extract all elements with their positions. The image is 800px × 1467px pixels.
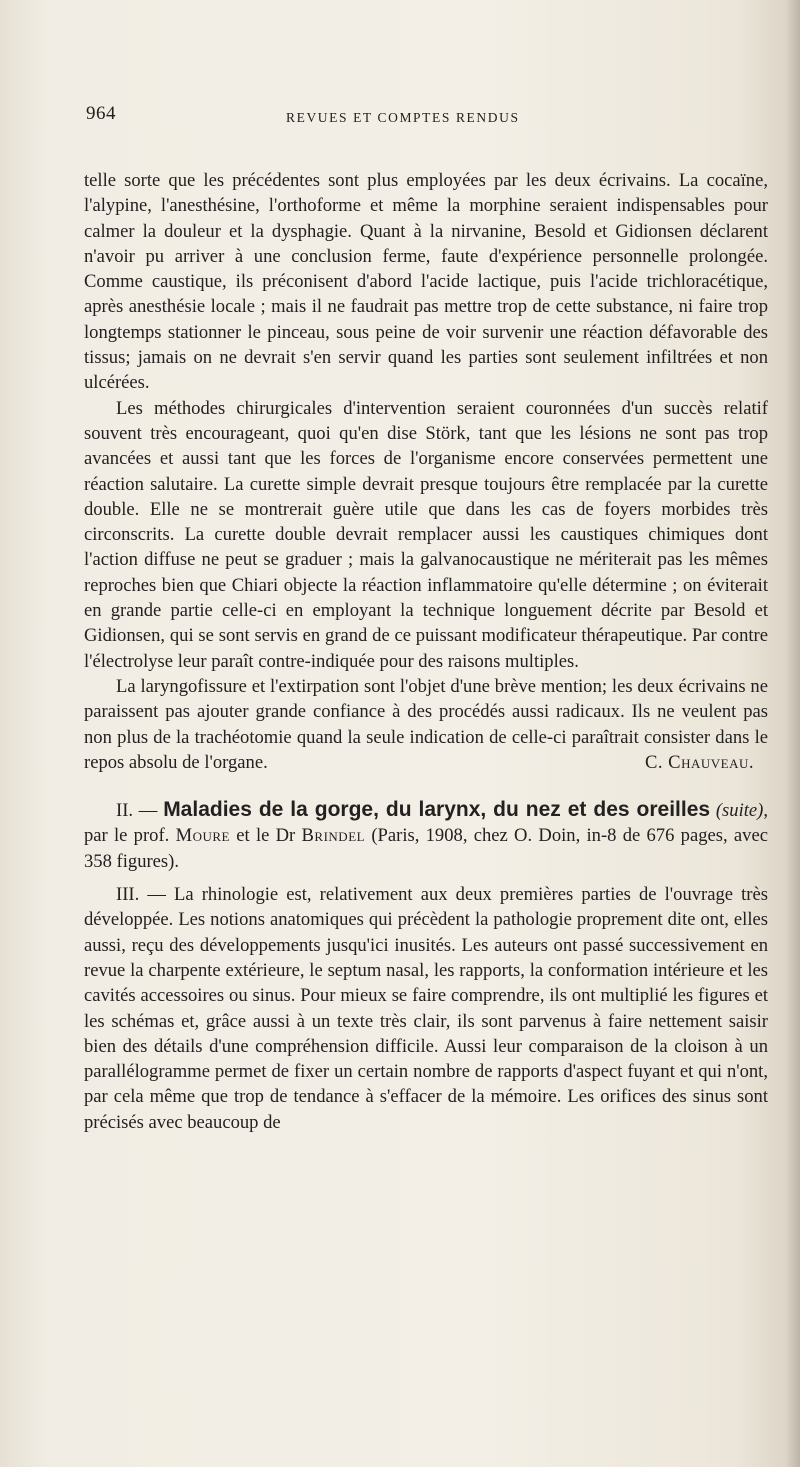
- review-number: II. —: [116, 800, 158, 822]
- review-by: , par le prof.: [84, 800, 769, 847]
- review-author-2: Brindel: [301, 825, 366, 847]
- review-title: Maladies de la gorge, du larynx, du nez et des oreilles: [163, 798, 711, 822]
- page-edge-shadow: [786, 0, 800, 1467]
- review-author-1: Moure: [175, 825, 230, 847]
- review-and: et le Dr: [236, 825, 296, 847]
- page-number: 964: [86, 103, 116, 124]
- review-suite: (suite): [715, 800, 764, 822]
- article-body: [84, 168, 768, 1135]
- running-head: REVUES ET COMPTES RENDUS: [286, 110, 520, 125]
- review-entry: [84, 797, 768, 874]
- review-publication: (Paris, 1908, chez O. Doin, in-8 de 676 pages, avec 358 figures).: [84, 825, 768, 872]
- page-header: [84, 101, 768, 127]
- paragraph-1: telle sorte que les précédentes sont plus employées par les deux écrivains. La cocaïne, l'alypine, l'anesthésine, l'orthoforme et même la morphine seraient indispensables pour calmer la douleur et la dysphagie. Quant à la nirvanine, Besold et Gidionsen déclarent n'avoir pu arriver à une conclusion ferme, faute d'expérience personnelle prolongée. Comme caustique, ils préconisent d'abord l'acide lactique, puis l'acide trichloracétique, après anesthésie locale ; mais il ne faudrait pas mettre trop de cette substance, ni faire trop longtemps stationner le pinceau, sous peine de voir survenir une réaction défavorable des tissus; jamais on ne devrait s'en servir quand les parties sont seulement infiltrées et non ulcérées.: [84, 170, 768, 394]
- paragraph-2: Les méthodes chirurgicales d'intervention seraient couronnées d'un succès relatif souvent très encourageant, quoi qu'en dise Störk, tant que les lésions ne sont pas trop avancées et aussi tant que les forces de l'organisme encore conservées permettent une réaction salutaire. La curette simple devrait presque toujours être remplacée par la curette double. Elle ne se montrerait guère utile que dans les cas de foyers morbides très circonscrits. La curette double devrait remplacer aussi les caustiques chimiques dont l'action diffuse ne peut se graduer ; mais la galvanocaustique ne mériterait pas les mêmes reproches bien que Chiari objecte la réaction inflammatoire qu'elle détermine ; on éviterait en grande partie celle-ci en employant la technique longuement décrite par Besold et Gidionsen, qui se sont servis en grand de ce puissant modificateur thérapeutique. Par contre l'électrolyse leur paraît contre-indiquée pour des raisons multiples.: [84, 397, 768, 672]
- paragraph-4: III. — La rhinologie est, relativement aux deux premières parties de l'ouvrage très développée. Les notions anatomiques qui précèdent la pathologie proprement dite ont, elles aussi, reçu des développements jusqu'ici inusités. Les auteurs ont passé successivement en revue la charpente extérieure, le septum nasal, les rapports, la conformation intérieure et les cavités accessoires ou sinus. Pour mieux se faire comprendre, ils ont multiplié les figures et les schémas et, grâce aussi à un texte très clair, ils sont parvenus à faire nettement saisir bien des détails d'une compréhension difficile. Aussi leur comparaison de la cloison à un parallélogramme permet de fixer un certain nombre de rapports d'aspect fuyant et qui n'ont, par cela même que trop de tendance à s'effacer de la mémoire. Les orifices des sinus sont précisés avec beaucoup de: [84, 884, 768, 1133]
- paragraph-3: La laryngofissure et l'extirpation sont l'objet d'une brève mention; les deux écrivains ne paraissent pas ajouter grande confiance à des procédés aussi radicaux. Ils ne veulent pas non plus de la trachéotomie quand la seule indication de celle-ci paraîtrait consister dans le repos absolu de l'organe.: [84, 675, 768, 773]
- signature: C. Chauveau.: [644, 751, 754, 773]
